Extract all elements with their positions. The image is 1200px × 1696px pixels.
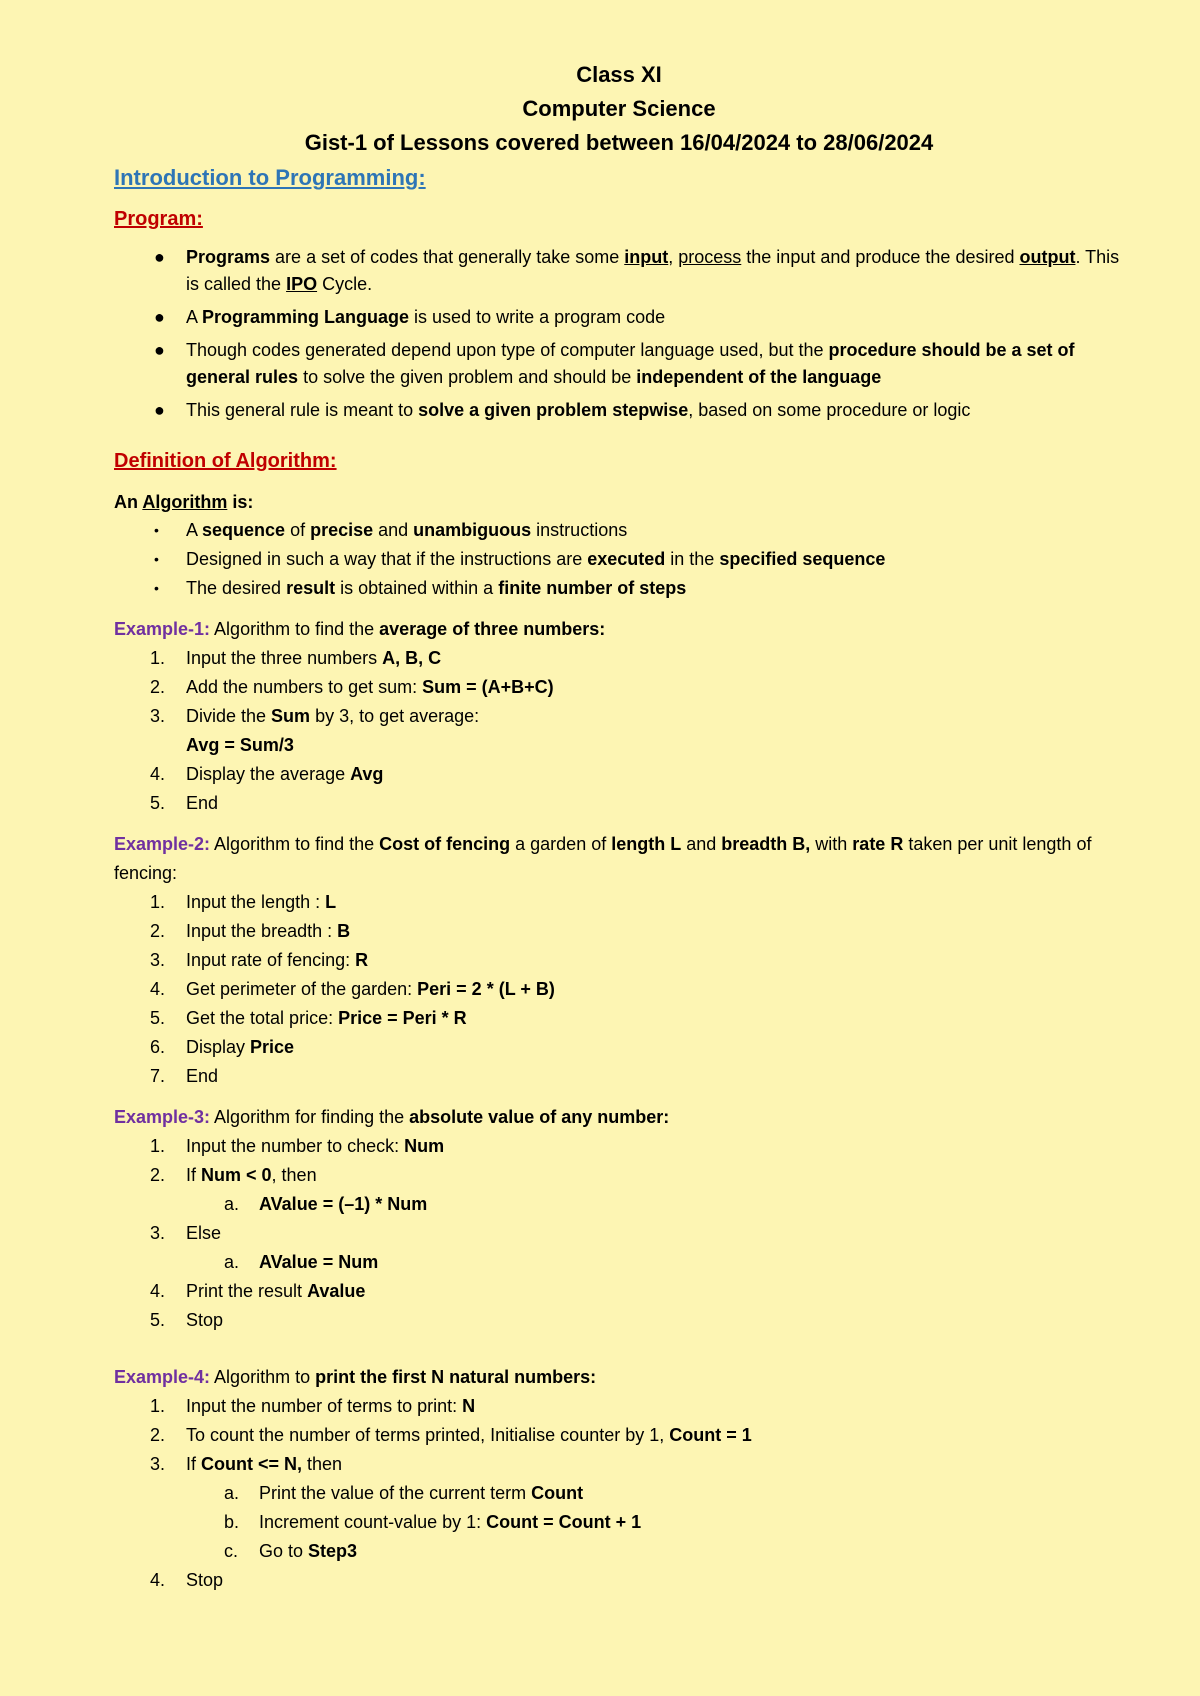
substep [114,1537,1124,1566]
step-number: 4. [150,1570,166,1590]
text: Stop [186,1570,224,1590]
gist-title: Gist-1 of Lessons covered between 16/04/2024 to 28/06/2024 [304,130,934,155]
step-number: 1. [150,892,166,912]
text-bold: N [462,1396,476,1416]
text: Algorithm to [210,1367,316,1387]
text: The desired [186,578,287,598]
step [114,760,1124,789]
text-bold: B [337,921,351,941]
text: to solve the given problem and should be [298,367,637,387]
step [114,1450,1124,1479]
text-bold: Avg = Sum/3 [186,735,294,755]
text: Divide the [186,706,272,726]
text-bold: sequence [202,520,286,540]
program-bullet-4 [114,397,1124,424]
step-number: 3. [150,706,166,726]
text-bold: Count = 1 [669,1425,752,1445]
step [114,1219,1124,1248]
step-number: 3. [150,1223,166,1243]
text: is: [227,492,254,512]
step-number: 2. [150,1425,166,1445]
text-bold: executed [587,549,666,569]
step [114,1306,1124,1335]
text-bold: length L [611,834,682,854]
step-number: 1. [150,648,166,668]
text: , then [271,1165,317,1185]
text: of [285,520,311,540]
step-number: 5. [150,1008,166,1028]
step-number: 1. [150,1396,166,1416]
bullet-icon: • [154,580,159,596]
text-bold-underline: IPO [286,274,318,294]
text: taken per unit length of fencing: [114,834,1092,883]
example-1-steps [114,644,1124,818]
step [114,702,1124,760]
program-bullet-2 [114,304,1124,331]
example-3-steps-end [114,1277,1124,1335]
text-bold: Count = Count + 1 [486,1512,642,1532]
text-bold: precise [310,520,374,540]
example-3-substeps-2 [114,1248,1124,1277]
text-bold: R [355,950,369,970]
text-bold-underline: output [1019,247,1076,267]
text: . This is called the [186,247,1120,294]
text-bold: absolute value of any number: [409,1107,670,1127]
text-bold: AValue = Num [259,1252,379,1272]
example-1-heading [114,615,1124,644]
text-bold: independent of the language [636,367,882,387]
algorithm-bullet-2 [114,545,1124,574]
text: Input the length : [186,892,326,912]
bullet-icon: ● [154,400,165,420]
text: the input and produce the desired [741,247,1020,267]
bullet-icon: ● [154,247,165,267]
step [114,789,1124,818]
text: If [186,1454,202,1474]
text-bold: Cost of fencing [379,834,511,854]
program-bullet-1 [114,244,1124,298]
text: Algorithm to find the [210,619,380,639]
text-bold: Avalue [307,1281,366,1301]
example-2-heading [114,830,1124,888]
program-bullet-list [114,244,1124,424]
step-number: 2. [150,677,166,697]
text: Increment count-value by 1: [259,1512,487,1532]
example-3-substeps-1 [114,1190,1124,1219]
text-underline: Algorithm [142,492,228,512]
text: A [186,307,203,327]
text: Go to [259,1541,309,1561]
example-4-steps [114,1392,1124,1479]
step [114,1132,1124,1161]
text: are a set of codes that generally take some [270,247,625,267]
text: Get the total price: [186,1008,339,1028]
text: , [668,247,679,267]
algorithm-bullet-3 [114,574,1124,603]
text-bold: Price [250,1037,295,1057]
text: Input the three numbers [186,648,383,668]
step-number: 3. [150,1454,166,1474]
text: instructions [531,520,628,540]
text-bold: Programs [186,247,271,267]
text: If [186,1165,202,1185]
step [114,888,1124,917]
algorithm-intro [114,488,1124,516]
example-label: Example-4: [114,1367,211,1387]
bullet-icon: • [154,551,159,567]
substep [114,1190,1124,1219]
text-bold: Num < 0 [201,1165,272,1185]
step [114,1566,1124,1595]
example-4-steps-end [114,1566,1124,1595]
text: Add the numbers to get sum: [186,677,423,697]
section-heading-introduction: Introduction to Programming: [114,165,426,190]
bullet-icon: ● [154,307,165,327]
step [114,1062,1124,1091]
heading-program: Program: [114,208,203,230]
text-bold: specified sequence [719,549,886,569]
step [114,975,1124,1004]
text-bold: Sum [271,706,311,726]
step [114,1277,1124,1306]
step-number: 5. [150,1310,166,1330]
text-bold-underline: input [624,247,669,267]
text: Print the result [186,1281,308,1301]
text-bold: Step3 [308,1541,358,1561]
heading-algorithm-definition: Definition of Algorithm: [114,450,337,472]
step [114,946,1124,975]
example-2-steps [114,888,1124,1091]
text-bold: Price = Peri * R [338,1008,467,1028]
step [114,644,1124,673]
text: , based on some procedure or logic [688,400,971,420]
text-bold: finite number of steps [498,578,687,598]
text: Print the value of the current term [259,1483,532,1503]
text: and [681,834,722,854]
text-bold: Programming Language [202,307,410,327]
substep-letter: c. [224,1541,239,1561]
text-bold: rate R [852,834,904,854]
substep [114,1479,1124,1508]
text: End [186,793,219,813]
step [114,1421,1124,1450]
text-bold: AValue = (–1) * Num [259,1194,428,1214]
text: Else [186,1223,222,1243]
subject-title: Computer Science [522,96,716,121]
text: Input rate of fencing: [186,950,356,970]
substep-letter: b. [224,1512,240,1532]
text: with [810,834,853,854]
step-number: 5. [150,793,166,813]
substep [114,1508,1124,1537]
text-bold: average of three numbers: [379,619,606,639]
text: in the [665,549,720,569]
text: by 3, to get average: [310,706,480,726]
example-3-heading [114,1103,1124,1132]
text: This general rule is meant to [186,400,419,420]
substep-letter: a. [224,1483,240,1503]
step-number: 4. [150,979,166,999]
document-page [114,58,1124,1595]
text-bold: Count <= N, [201,1454,303,1474]
step [114,1004,1124,1033]
text-bold: Peri = 2 * (L + B) [417,979,555,999]
program-bullet-3 [114,337,1124,391]
bullet-icon: • [154,522,159,538]
step [114,917,1124,946]
text-bold: procedure should be a set of general rules [186,340,1075,387]
step-number: 7. [150,1066,166,1086]
substep [114,1248,1124,1277]
text: Input the breadth : [186,921,338,941]
algorithm-bullet-1 [114,516,1124,545]
substep-letter: a. [224,1194,240,1214]
example-label: Example-2: [114,834,211,854]
text-bold: Num [404,1136,445,1156]
text-bold: unambiguous [413,520,532,540]
class-title: Class XI [576,62,662,87]
text: To count the number of terms printed, Initialise counter by 1, [186,1425,670,1445]
text: is used to write a program code [409,307,666,327]
example-label: Example-3: [114,1107,211,1127]
substep-letter: a. [224,1252,240,1272]
text: Input the number to check: [186,1136,405,1156]
text-bold: A, B, C [382,648,442,668]
step-number: 1. [150,1136,166,1156]
text-bold: Avg [350,764,384,784]
step-number: 6. [150,1037,166,1057]
example-4-heading [114,1363,1124,1392]
text: Display [186,1037,251,1057]
text: An [114,492,143,512]
algorithm-bullet-list [114,516,1124,603]
text-bold: result [286,578,336,598]
text: End [186,1066,219,1086]
example-3-steps [114,1132,1124,1190]
text: A [186,520,203,540]
example-label: Example-1: [114,619,211,639]
document-header [114,58,1124,160]
text: then [302,1454,343,1474]
example-4-substeps [114,1479,1124,1566]
spacer [114,1335,1124,1363]
text-bold: Sum = (A+B+C) [422,677,554,697]
text-underline: process [678,247,742,267]
text-bold: Count [531,1483,584,1503]
step [114,1392,1124,1421]
text: a garden of [510,834,612,854]
step [114,1033,1124,1062]
text: and [373,520,414,540]
text: Cycle. [317,274,373,294]
text: Designed in such a way that if the instructions are [186,549,588,569]
step-number: 2. [150,1165,166,1185]
bullet-icon: ● [154,340,165,360]
step-number: 4. [150,1281,166,1301]
text-bold: L [325,892,337,912]
text: Though codes generated depend upon type of computer language used, but the [186,340,829,360]
example-3-steps-cont [114,1219,1124,1248]
step-number: 3. [150,950,166,970]
text-bold: solve a given problem stepwise [418,400,689,420]
text: Input the number of terms to print: [186,1396,463,1416]
step [114,673,1124,702]
text: Stop [186,1310,224,1330]
step-number: 2. [150,921,166,941]
step-number: 4. [150,764,166,784]
text-bold: print the first N natural numbers: [315,1367,597,1387]
text: is obtained within a [335,578,499,598]
text: Get perimeter of the garden: [186,979,418,999]
text: Algorithm for finding the [210,1107,410,1127]
text: Algorithm to find the [210,834,380,854]
text: Display the average [186,764,351,784]
text-bold: breadth B, [721,834,811,854]
step [114,1161,1124,1190]
